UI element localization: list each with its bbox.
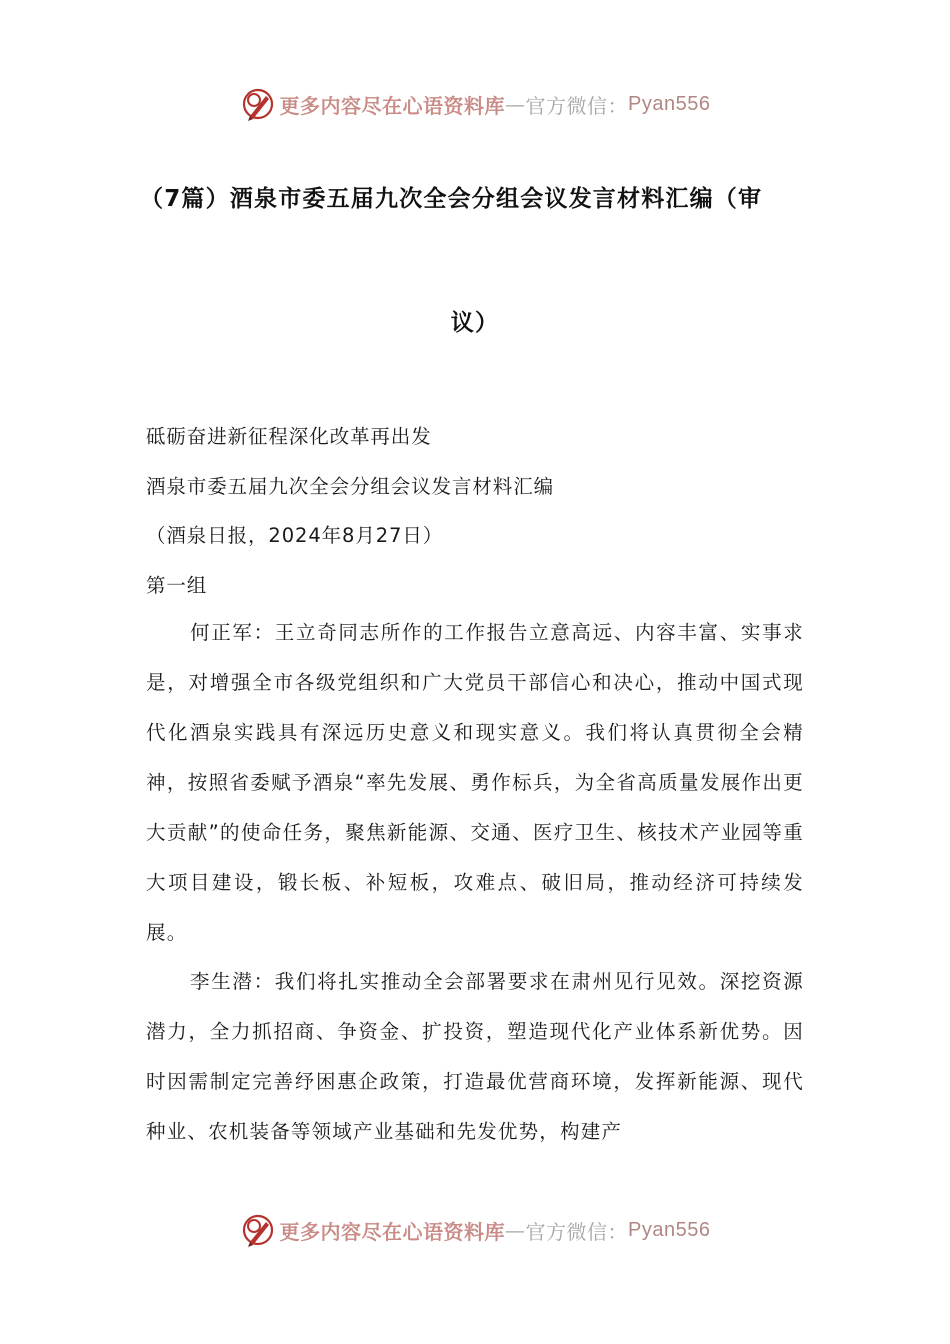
red-pen-circle-logo-icon <box>240 86 276 122</box>
watermark-wechat-id: Pyan556 <box>628 1218 711 1241</box>
red-pen-circle-logo-icon <box>240 1212 276 1248</box>
watermark-banner-bottom <box>0 1210 950 1250</box>
watermark-separator: — <box>505 1218 526 1242</box>
document-title-line1: （7篇）酒泉市委五届九次全会分组会议发言材料汇编（审 <box>140 186 763 212</box>
document-group-heading: 第一组 <box>146 574 208 597</box>
watermark-separator: — <box>505 92 526 116</box>
document-subtitle-2: 酒泉市委五届九次全会分组会议发言材料汇编 <box>146 475 555 498</box>
watermark-contact-text: 官方微信： <box>525 1219 629 1244</box>
watermark-wechat-id: Pyan556 <box>628 92 711 115</box>
document-source: （酒泉日报，2024年8月27日） <box>146 524 444 547</box>
body-paragraph-1: 何正军：王立奇同志所作的工作报告立意高远、内容丰富、实事求是，对增强全市各级党组织和广大党员干部信心和决心，推动中国式现代化酒泉实践具有深远历史意义和现实意义。我们将认真贯彻全会精神，按照省委赋予酒泉“率先发展、勇作标兵，为全省高质量发展作出更大贡献”的使命任务，聚焦新能源、交通、医疗卫生、核技术产业园等重大项目建设，锻长板、补短板，攻难点、破旧局，推动经济可持续发展。 <box>146 621 804 944</box>
body-paragraph-2: 李生潜：我们将扎实推动全会部署要求在肃州见行见效。深挖资源潜力，全力抓招商、争资金、扩投资，塑造现代化产业体系新优势。因时因需制定完善纾困惠企政策，打造最优营商环境，发挥新能源、现代种业、农机装备等领域产业基础和先发优势，构建产 <box>146 970 804 1143</box>
watermark-contact-text: 官方微信： <box>525 93 629 118</box>
watermark-brand-text: 更多内容尽在心语资料库 <box>279 1219 506 1244</box>
document-subtitle-1: 砥砺奋进新征程深化改革再出发 <box>146 425 432 448</box>
watermark-brand-text: 更多内容尽在心语资料库 <box>279 93 506 118</box>
watermark-banner-top <box>0 84 950 124</box>
document-title-line2: 议） <box>450 310 500 336</box>
